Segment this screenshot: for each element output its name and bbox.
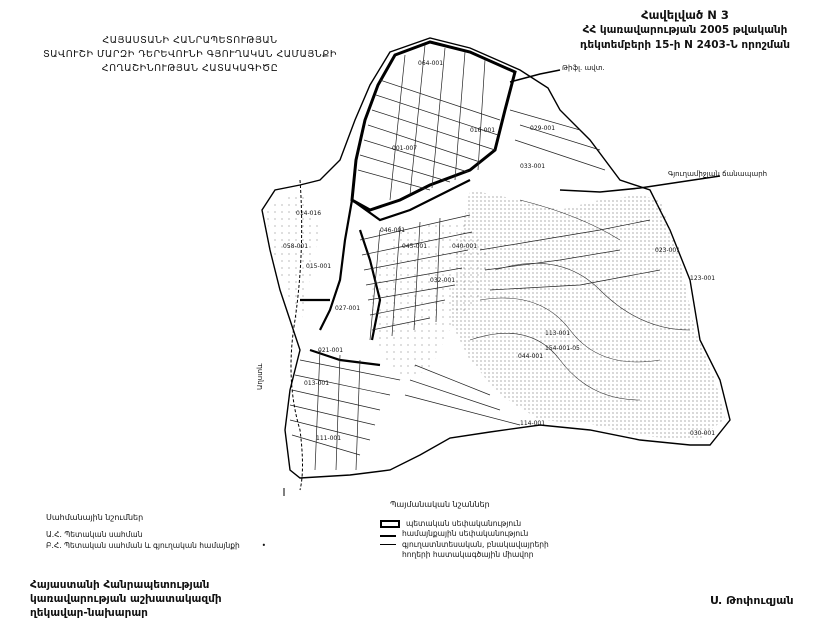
symbol-legend bbox=[380, 500, 580, 561]
boundary-legend-heading: Սահմանային նշումներ bbox=[46, 513, 144, 522]
symbol-legend-item bbox=[380, 540, 580, 551]
parcel-label: 123-001 bbox=[690, 275, 716, 282]
appendix-line-2: ՀՀ կառավարության 2005 թվականի bbox=[582, 24, 788, 36]
appendix-line-3: դեկտեմբերի 15-ի N 2403-Ն որոշման bbox=[579, 39, 791, 51]
parcel-label: 040-001 bbox=[452, 243, 478, 250]
title-line-3: ՀՈՂԱՇԻՆՈՒԹՅԱՆ ՀԱՏԱԿԱԳԻԾԸ bbox=[101, 63, 279, 74]
parcel-label: 045-001 bbox=[402, 243, 428, 250]
parcel-label: 013-001 bbox=[304, 380, 330, 387]
symbol-legend-item bbox=[380, 519, 580, 530]
footer-line-3: ղեկավար-նախարար bbox=[30, 607, 148, 619]
bold-border-swatch bbox=[380, 520, 400, 528]
road-east-label: Գյուղամիջյան ճանապարհ bbox=[668, 170, 768, 178]
parcel-label: 046-001 bbox=[380, 227, 406, 234]
parcel-label: 030-001 bbox=[690, 430, 716, 437]
boundary-legend-label: Ա.Հ. Պետական սահման bbox=[46, 530, 143, 539]
title-line-1: ՀԱՅԱՍՏԱՆԻ ՀԱՆՐԱՊԵՏՈՒԹՅԱՆ bbox=[102, 35, 278, 46]
parcel-label: 016-001 bbox=[470, 127, 496, 134]
dotted-area-east bbox=[450, 190, 725, 440]
symbol-legend-item bbox=[380, 550, 580, 561]
symbol-legend-label: գյուղատնտեսական, բնակավայրերի bbox=[402, 539, 549, 549]
signature-name: Ս. Թոփուզյան bbox=[710, 594, 794, 607]
parcel-label: 154-001-05 bbox=[545, 345, 580, 352]
symbol-legend-label: հողերի հատակագծային միավոր bbox=[402, 550, 534, 559]
state-owned-block bbox=[352, 42, 515, 210]
parcel-label: 027-001 bbox=[335, 305, 361, 312]
parcel-label: 114-001 bbox=[520, 420, 546, 427]
footer-position bbox=[30, 578, 222, 620]
parcel-label: 058-001 bbox=[283, 243, 309, 250]
parcel-label: 044-001 bbox=[518, 353, 544, 360]
footer-line-2: կառավարության աշխատակազմի bbox=[30, 593, 222, 605]
boundary-legend-item bbox=[46, 529, 266, 540]
parcel-label: 029-001 bbox=[530, 125, 556, 132]
parcel-label: 064-001 bbox=[418, 60, 444, 67]
parcel-label: 021-001 bbox=[318, 347, 344, 354]
boundary-legend-label: Բ.Հ. Պետական սահման և գյուղական համայնքի bbox=[46, 541, 240, 550]
boundary-legend-item bbox=[46, 540, 266, 551]
parcel-label: 015-001 bbox=[306, 263, 332, 270]
parcel-label: 111-001 bbox=[316, 435, 342, 442]
symbol-legend-item bbox=[380, 529, 580, 540]
thin-line-swatch bbox=[380, 544, 396, 545]
river-label: Աղստև bbox=[256, 363, 264, 390]
symbol-legend-label: համայնքային սեփականություն bbox=[402, 529, 529, 538]
road-north-label: Թիֆլ. ավտ. bbox=[562, 64, 605, 72]
thick-line-swatch bbox=[380, 535, 396, 537]
footer-line-1: Հայաստանի Հանրապետության bbox=[30, 579, 210, 591]
symbol-legend-label: պետական սեփականություն bbox=[406, 518, 522, 528]
parcel-label: 032-001 bbox=[430, 277, 456, 284]
title-line-2: ՏԱՎՈՒՇԻ ՄԱՐԶԻ ԴԵՐԵՎՈՒՆԻ ԳՅՈՒՂԱԿԱՆ ՀԱՄԱՅՆՔԻ bbox=[43, 49, 337, 60]
parcel-label: 001-007 bbox=[392, 145, 418, 152]
boundary-legend-mark: • bbox=[261, 541, 266, 550]
road-east bbox=[560, 176, 720, 192]
appendix-line-1: Հավելված N 3 bbox=[641, 8, 729, 22]
parcel-label: 023-001 bbox=[655, 247, 681, 254]
symbol-legend-heading: Պայմանական նշաններ bbox=[390, 500, 490, 509]
parcel-label: 014-016 bbox=[296, 210, 322, 217]
parcel-label: 033-001 bbox=[520, 163, 546, 170]
parcel-label: 113-001 bbox=[545, 330, 571, 337]
boundary-legend bbox=[46, 512, 266, 551]
